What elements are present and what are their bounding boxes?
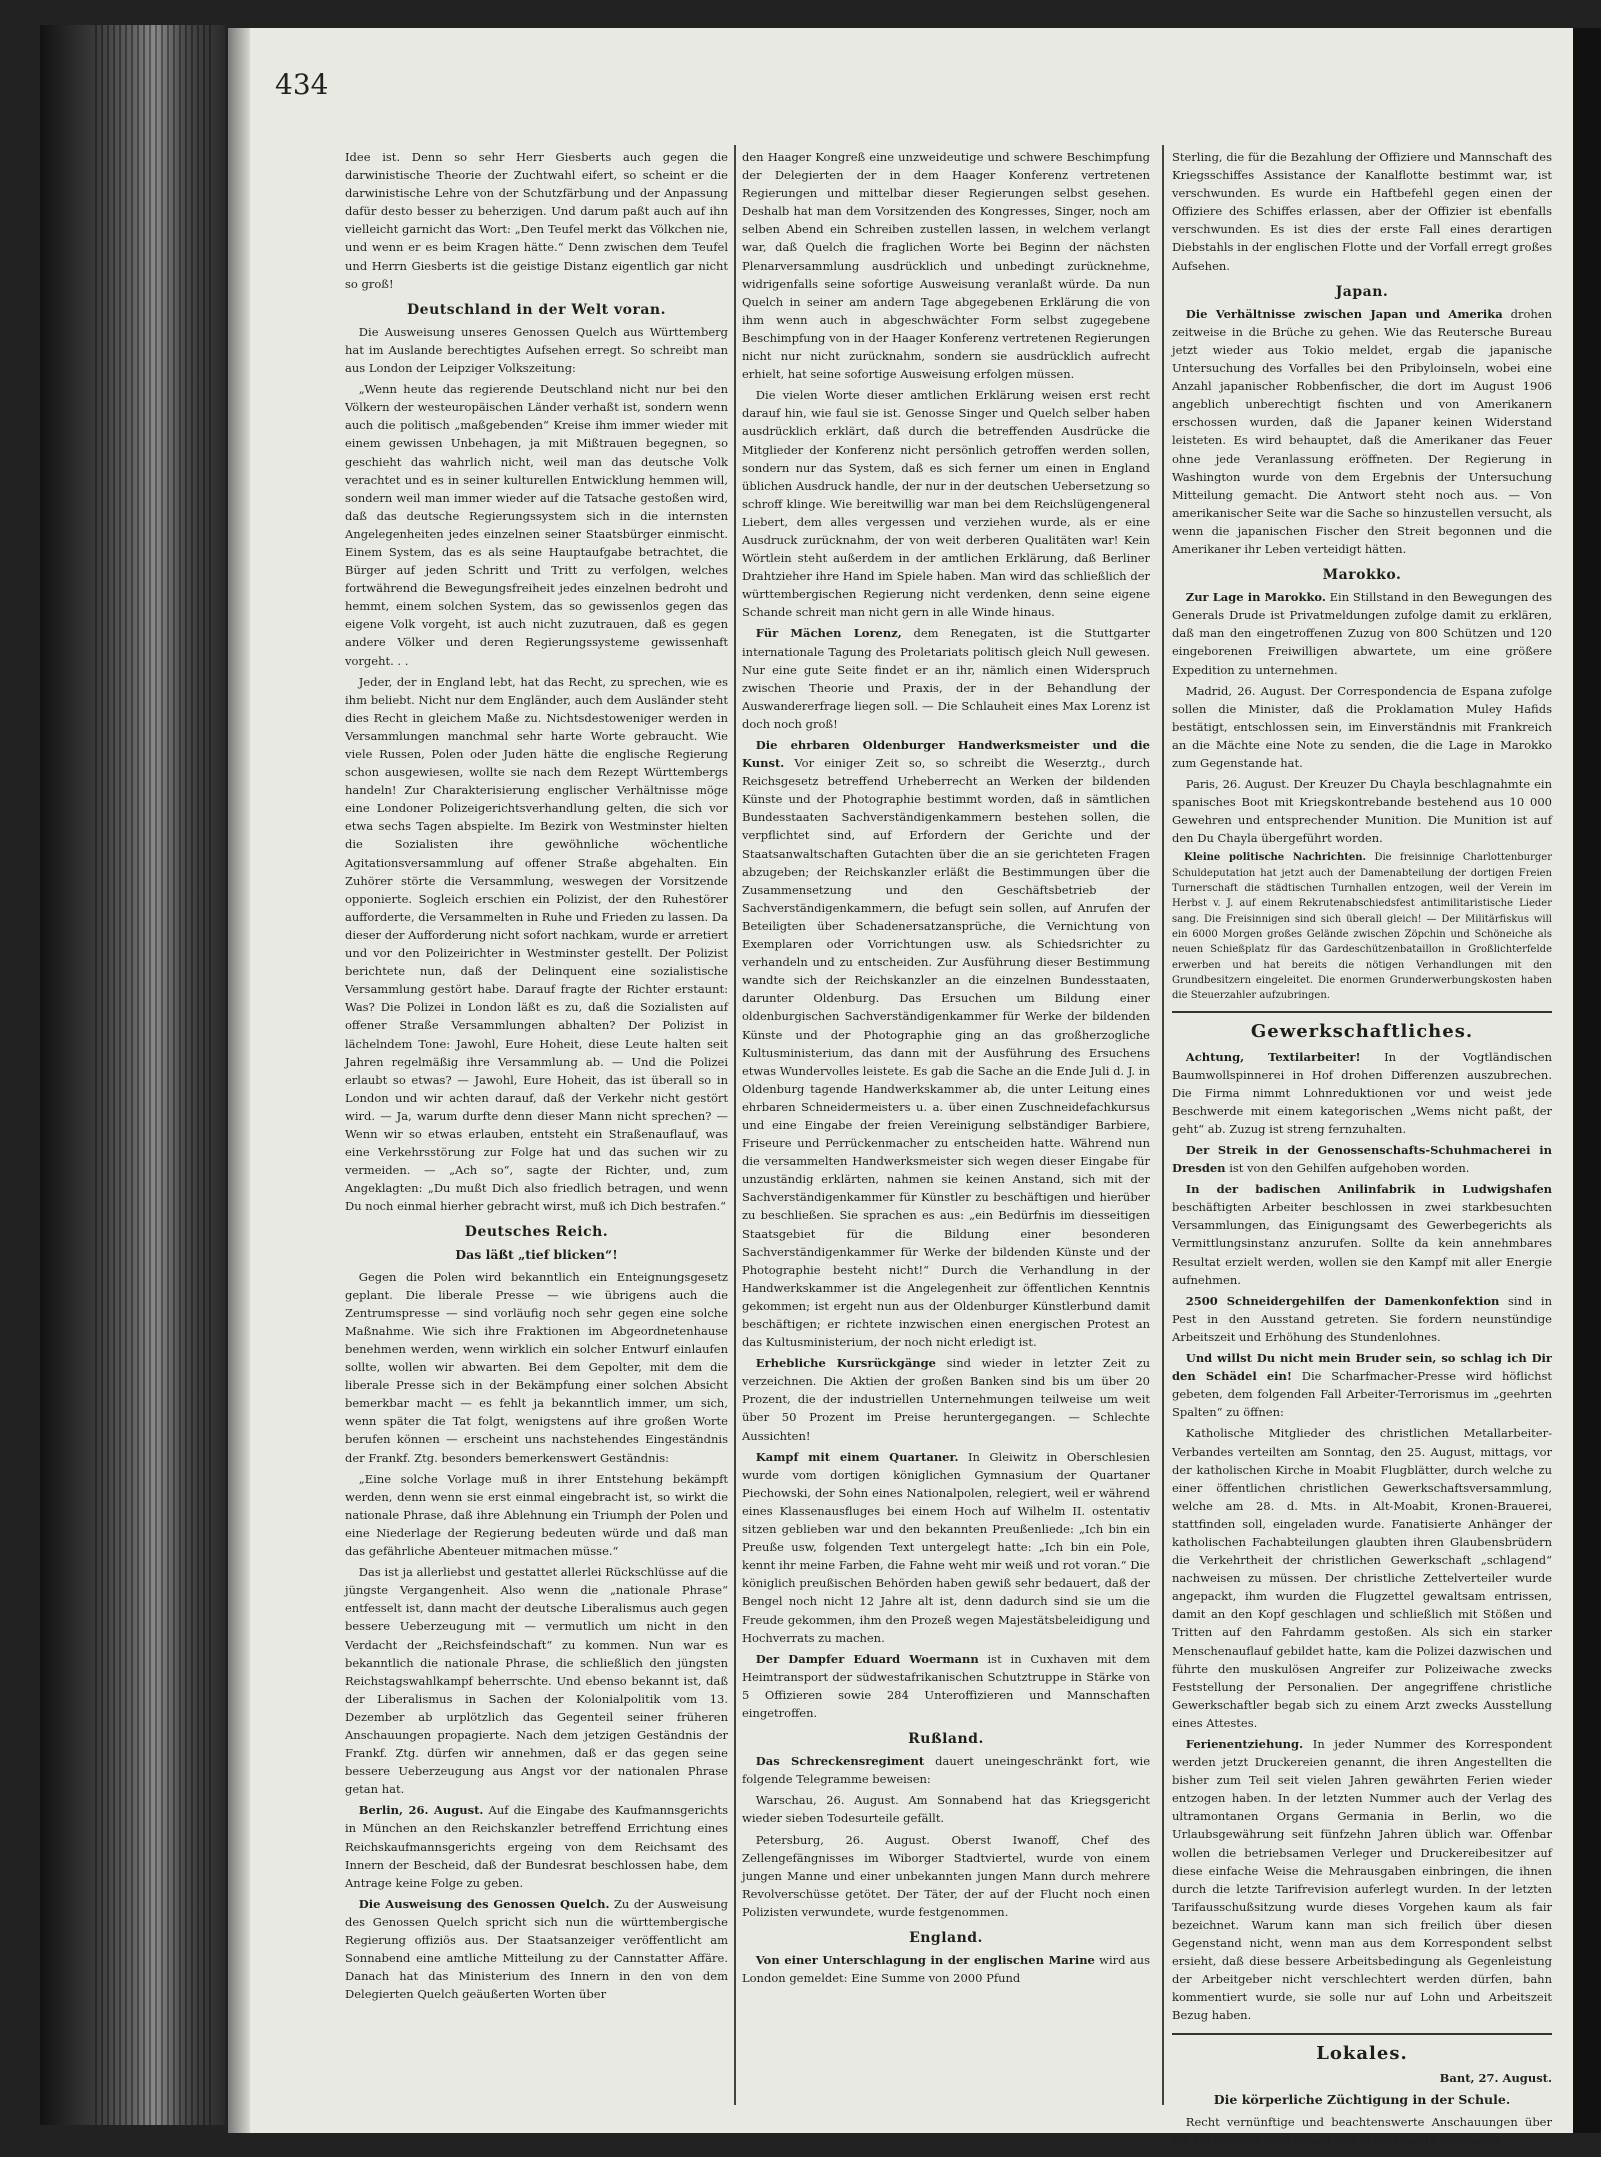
paragraph-text: „Wenn heute das regierende Deutschland nicht nur bei den Völkern der westeuropäischen Länder verhaßt ist, sondern wenn auch die politisch „maßgebenden“ Kreise ihm immer wieder mit einem gewissen Unbehagen, ja mit Mißtrauen begegnen, so geschieht das wahrlich nicht, weil man das deutsche Volk verachtet und es in seiner kulturellen Entwicklung hemmen will, sondern weil man immer wieder auf die Tatsache gestoßen wird, daß das deutsche Regierungssystem sich in die internsten Angelegenheiten jedes einzelnen seiner Staatsbürger einmischt. Einem System, das es als seine Hauptaufgabe betrachtet, die Bürger auf jeden Schritt und Tritt zu verfolgen, welches fortwährend die Bewegungsfreiheit jedes einzelnen bedroht und hemmt, einem solchen System, das so gewissenlos gegen das eigene Volk vorgeht, ist auch nicht zuzutrauen, daß es gegen andere Völker und deren Regierungssysteme gewissenhaft vorgeht. . . (345, 382, 728, 668)
article-paragraph (345, 148, 728, 293)
news-brief (1172, 850, 1552, 1003)
paragraph-text: Recht vernünftige und beachtenswerte Anschauungen über die körperliche Züchtigung von Schulkindern werden in (1172, 2114, 1552, 2147)
article-paragraph (1172, 1735, 1552, 2025)
article-lead: Achtung, Textilarbeiter! (1185, 1049, 1361, 1064)
article-paragraph (742, 1951, 1150, 1987)
article-paragraph (1172, 148, 1552, 275)
section-heading: Japan. (1335, 283, 1389, 300)
article-lead: Zur Lage in Marokko. (1185, 590, 1326, 605)
paragraph-text: Madrid, 26. August. Der Correspondencia de Espana zufolge sollen die Minister, daß die Proklamation Muley Hafids bestätigt, entschlossen sein, im Einverständnis mit Frankreich an die Mächte eine Note zu senden, die die Lage in Marokko zum Gegenstande hat. (1172, 683, 1552, 770)
article-paragraph (1172, 1424, 1552, 1732)
article-lead: Das Schreckensregiment (755, 1754, 925, 1769)
paragraph-text: Das ist ja allerliebst und gestattet allerlei Rückschlüsse auf die jüngste Vergangenheit. Also wenn die „nationale Phrase“ entfesselt ist, dann macht der deutsche Liberalismus auch gegen bessere Ueberzeugung mit — vermutlich um nicht in den Verdacht der „Reichsfeindschaft“ zu kommen. Nun war es bekanntlich die nationale Phrase, die schließlich den jüngsten Reichstagswahlkampf beherrschte. Und ebenso bekannt ist, daß der Liberalismus in Sachen der Kolonialpolitik vom 13. Dezember ab urplötzlich das Gegenteil seiner früheren Anschauungen propagierte. Nach dem jetzigen Geständnis der Frankf. Ztg. dürfen wir annehmen, daß er das gegen seine bessere Ueberzeugung aus Angst vor der nationalen Phrase getan hat. (345, 1565, 728, 1797)
paragraph-text: „Eine solche Vorlage muß in ihrer Entstehung bekämpft werden, denn wenn sie erst einmal eingebracht ist, so wirkt die nationale Phrase, daß ihre Ablehnung ein Triumph der Polen und eine Niederlage der Regierung bedeuten würde und daß man das gefährliche Abenteuer mitmachen müsse.“ (345, 1471, 728, 1559)
paragraph-text: Die Ausweisung unseres Genossen Quelch aus Württemberg hat im Auslande berechtigtes Aufsehen erregt. So schreibt man aus London der Leipziger Volkszeitung: (345, 324, 728, 376)
paragraph-text: Gegen die Polen wird bekanntlich ein Enteignungsgesetz geplant. Die liberale Presse — wie übrigens auch die Zentrumspresse — sind vorläufig noch sehr gegen eine solche Maßnahme. Wie sich ihre Fraktionen im Abgeordnetenhause benehmen werden, wenn wirklich ein solcher Entwurf einlaufen sollte, wollen wir abwarten. Bei dem Gepolter, mit dem die liberale Presse sich in der Bekämpfung einer solchen Absicht bemerkbar macht — es fehlt ja bekanntlich immer, um sich, wenn später die Tat folgt, wenigstens auf ihre großen Worte berufen können — erscheint uns nachstehendes Eingeständnis der Frankf. Ztg. besonders bemerkenswert Geständnis: (345, 1269, 728, 1465)
article-paragraph (1172, 1048, 1552, 1138)
paragraph-text: sind in Pest in den Ausstand getreten. Sie fordern neunstündige Arbeitszeit und Erhöhung des Stundenlohnes. (1172, 1293, 1552, 1344)
section-heading: Marokko. (1322, 567, 1402, 584)
article-paragraph (742, 624, 1150, 733)
article-lead: Die Verhältnisse zwischen Japan und Amerika (1185, 306, 1503, 321)
paragraph-text: Vor einiger Zeit so, so schreibt die Weserztg., durch Reichsgesetz betreffend Urheberrecht an Werken der bildenden Künste und der Photographie bestimmt worden, daß in sämtlichen Bundesstaaten Sachverständigenkammern bestehen sollen, die verpflichtet sind, auf Erfordern der Gerichte und der Staatsanwaltschaften Gutachten über die an sie gerichteten Fragen abzugeben; der Reichskanzler erläßt die Bestimmungen über die Zusammensetzung und den Geschäftsbetrieb der Sachverständigenkammern, die befugt sein sollen, auf Anrufen der Beteiligten über Schadenersatzansprüche, die Vernichtung von Exemplaren oder Vorrichtungen usw. als Schiedsrichter zu verhandeln und zu entscheiden. Zur Ausführung dieser Bestimmung wandte sich der Reichskanzler an die einzelnen Bundesstaaten, darunter Oldenburg. Das Ersuchen um Bildung einer oldenburgischen Sachverständigenkammer für Werke der bildenden Künste und der Photographie ging an das großherzogliche Kultusministerium, das dann mit der Ausführung des Ersuchens etwas Wundervolles leistete. Es gab die Sache an die Ende Juli d. J. in Oldenburg tagende Handwerkskammer ab, die unter Leitung eines ehrbaren Schneidermeisters u. a. über einen Zuschneidefachkursus und eine Eingabe der freien Vereinigung selbständiger Barbiere, Friseure und Perrückenmacher zu entscheiden hatte. Während nun die versammelten Handwerksmeister sich wegen dieser Eingabe für unzuständig erklärten, nahmen sie keinen Anstand, sich mit der Sachverständigenkammer für Künstler zu beschäftigen und hierüber zu beschließen. Sie sprachen es aus: „ein Bedürfnis im diesseitigen Staatsgebiet für die Bildung einer besonderen Sachverständigenkammer für Werke der bildenden Künste und der Photographie besteht nicht!“ Durch die Verhandlung in der Handwerkskammer ist die Angelegenheit zur öffentlichen Kenntnis gekommen; ist ergeht nun aus der Oldenburger Künstlerbund damit beschäftigen; er richtete inzwischen einen energischen Protest an das Kultusministerium, der noch nicht erledigt ist. (742, 756, 1150, 1350)
dateline: Bant, 27. August. (1439, 2070, 1552, 2085)
paragraph-text: beschäftigten Arbeiter beschlossen in zwei starkbesuchten Versammlungen, das Einigungsamt des Gewerbegerichts als Vermittlungsinstanz anzurufen. Sollte da kein annehmbares Resultat erzielt werden, wollen sie den Kampf mit aller Energie aufnehmen. (1172, 1200, 1552, 1287)
paragraph-text: Warschau, 26. August. Am Sonnabend hat das Kriegsgericht wieder sieben Todesurteile gefällt. (742, 1793, 1150, 1826)
article-lead: Ferienentziehung. (1185, 1737, 1304, 1751)
article-lead: 2500 Schneidergehilfen der Damenkonfektion (1185, 1293, 1500, 1308)
article-headline: Die körperliche Züchtigung in der Schule. (1213, 2091, 1511, 2107)
page-stack-edges (95, 25, 215, 2125)
column-3 (1172, 148, 1552, 2147)
article-lead: Berlin, 26. August. (358, 1803, 484, 1818)
paragraph-text: In der Vogtländischen Baumwollspinnerei in Hof drohen Differenzen auszubrechen. Die Firma nimmt Lohnreduktionen vor und weist jede Beschwerde mit einem kategorischen „Wems nicht paßt, der geht“ ab. Zuzug ist streng fernzuhalten. (1172, 1049, 1552, 1136)
paragraph-text: Die freisinnige Charlottenburger Schuldeputation hat jetzt auch der Damenabteilung der dortigen Freien Turnerschaft die städtischen Turnhallen entzogen, weil der Verein im Herbst v. J. auf einem Rekrutenabschiedsfest antimilitaristische Lieder sang. Die Freisinnigen sind sich überall gleich! — Der Militärfiskus will ein 6000 Morgen großes Gelände zwischen Zöpchin und Schöneiche als neuen Schießplatz für das Gardeschützenbataillon in Großlichterfelde erwerben und hat bereits die nötigen Verhandlungen mit den Grundbesitzern eingeleitet. Die enormen Grunderwerbungskosten haben die Steuerzahler aufzubringen. (1172, 852, 1552, 1002)
paragraph-text: drohen zeitweise in die Brüche zu gehen. Wie das Reutersche Bureau jetzt wieder aus Tokio meldet, ergab die japanische Untersuchung des Vorfalles bei den Pribyloinseln, wobei eine Anzahl japanischer Robbenfischer, die dort im August 1906 angeblich unberechtigt fischten und von Amerikanern erschossen wurden, daß die Japaner keinen Widerstand leisteten. Es wird behauptet, daß die Amerikaner das Feuer ohne jede Veranlassung eröffneten. Der Regierung in Washington wurde von dem Ergebnis der Untersuchung Mitteilung gemacht. Die Antwort steht noch aus. — Von amerikanischer Seite war die Sache so hinzustellen versucht, als wenn die japanischen Fischer den Streit begonnen und die Amerikaner ihr Leben verteidigt hätten. (1172, 306, 1552, 556)
article-paragraph (1172, 2113, 1552, 2149)
article-paragraph (345, 1268, 728, 1467)
paragraph-text: Petersburg, 26. August. Oberst Iwanoff, Chef des Zellengefängnisses im Wiborger Stadtviertel, wurde von einem jungen Manne und einer unbekannten jungen Mann durch mehrere Revolverschüsse getötet. Der Täter, der auf der Flucht noch einen Polizisten verwundete, wurde festgenommen. (742, 1832, 1150, 1919)
paragraph-text: den Haager Kongreß eine unzweideutige und schwere Beschimpfung der Delegierten der in dem Haager Konferenz vertretenen Regierungen und mittelbar dieser Regierungen selbst gesehen. Deshalb hat man dem Vorsitzenden des Kongresses, Singer, noch am selben Abend ein Schreiben zustellen lassen, in welchem verlangt war, daß Quelch die fraglichen Worte bei Beginn der nächsten Plenarversammlung ausdrücklich und unbedingt zurücknehme, widrigenfalls seine sofortige Ausweisung veranlaßt würde. Da nun Quelch in seiner am andern Tage abgegebenen Erklärung die von ihm wenn auch in abgeschwächter Form selbst zugegebene Beschimpfung von in der Haager Konferenz vertretenen Regierungen nicht nur nicht zurücknahm, sondern sie ausdrücklich aufrecht erhielt, hat seine sofortige Ausweisung erfolgen müssen. (742, 150, 1150, 382)
paragraph-text: Die Scharfmacher-Presse wird höflichst gebeten, dem folgenden Fall Arbeiter-Terrorismus im „geehrten Spalten“ zu öffnen: (1172, 1369, 1552, 1420)
section-divider (1172, 2033, 1552, 2035)
scan-border (1573, 28, 1601, 2133)
article-lead: Der Dampfer Eduard Woermann (755, 1651, 979, 1666)
article-paragraph (1172, 1292, 1552, 1346)
article-paragraph (1172, 775, 1552, 847)
article-paragraph (742, 736, 1150, 1351)
page-gutter-shadow (228, 28, 250, 2133)
section-heading: Deutsches Reich. (464, 1224, 609, 1241)
article-paragraph (1172, 305, 1552, 558)
article-paragraph (1172, 1349, 1552, 1421)
paragraph-text: Katholische Mitglieder des christlichen Metallarbeiter-Verbandes verteilten am Sonntag, den 25. August, mittags, vor der katholischen Kirche in Moabit Flugblätter, durch welche zu einer öffentlichen christlichen Gewerkschaftsversammlung, welche am 28. d. Mts. in Alt-Moabit, Kronen-Brauerei, stattfinden soll, eingeladen wurde. Fanatisierte Anhänger der katholischen Fachabteilungen glaubten ihren Glaubensbrüdern die Verkehrtheit der christlichen Gewerkschaft „schlagend“ nachweisen zu müssen. Der christliche Zettelverteiler wurde angepackt, ihm wurden die Flugzettel gewaltsam entrissen, damit an den Kopf geschlagen und schließlich mit Stößen und Tritten auf den Fahrdamm gestoßen. Als sich ein starker Menschenauflauf gebildet hatte, kam die Polizei dazwischen und führte den muskulösen Angreifer zur Polizeiwache zwecks Feststellung der Personalien. Der angegriffene christliche Gewerkschaftler begab sich zu einem Arzt zwecks Ausstellung eines Attestes. (1172, 1426, 1552, 1730)
article-paragraph (1172, 1180, 1552, 1289)
section-heading: Deutschland in der Welt voran. (407, 301, 666, 318)
article-lead: Und willst Du nicht mein Bruder sein, so schlag ich Dir den Schädel ein! (1172, 1351, 1552, 1384)
article-paragraph (742, 1650, 1150, 1722)
section-heading: England. (909, 1930, 983, 1946)
paragraph-text: sind wieder in letzter Zeit zu verzeichnen. Die Aktien der großen Banken sind bis um über 20 Prozent, die der industriellen Unternehmungen teilweise um weit über 50 Prozent im Preise heruntergegangen. — Schlechte Aussichten! (742, 1356, 1150, 1443)
article-lead: Von einer Unterschlagung in der englischen Marine (755, 1953, 1095, 1968)
article-paragraph (742, 386, 1150, 621)
paragraph-text: Jeder, der in England lebt, hat das Recht, zu sprechen, wie es ihm beliebt. Nicht nur dem Engländer, auch dem Ausländer steht dies Recht in gleichem Maße zu. Nichtsdestoweniger werden in Versammlungen manchmal sehr harte Worte gebraucht. Wie viele Russen, Polen oder Juden hätte die englische Regierung schon ausgewiesen, wollte sie nach dem Rezept Württembergs handeln! Zur Charakterisierung englischer Verhältnisse möge eine Londoner Polizeigerichtsverhandlung gelten, die sich vor etwa sechs Tagen abspielte. Im Bezirk von Westminster hielten die Sozialisten ihre gewöhnliche wöchentliche Agitationsversammlung auf offener Straße abgehalten. Ein Zuhörer störte die Versammlung, weswegen der Vorsitzende opponierte. Sogleich erschien ein Polizist, der den Ruhestörer aufforderte, die Versammelten in Ruhe und Frieden zu lassen. Da dieser der Aufforderung nicht sofort nachkam, wurde er arretiert und vor den Polizeirichter in Westminster gestellt. Der Polizist berichtete nun, daß der Delinquent eine sozialistische Versammlung gestört habe. Darauf fragte der Richter erstaunt: Was? Die Polizei in London läßt es zu, daß die Sozialisten auf offener Straße Versammlungen abhalten? Der Polizist in lächelndem Tone: Jawohl, Eure Hoheit, diese Leute halten seit Jahren regelmäßig ihre Versammlung ab. — Und die Polizei erlaubt so etwas? — Jawohl, Eure Hoheit, das ist überall so in London und wir achten darauf, daß der Verkehr nicht gestört wird. — Ja, warum durfte denn dieser Mann nicht sprechen? — Wenn wir so etwas erlauben, entsteht ein Straßenauflauf, was eine Verkehrsstörung zur Folge hat und das suchen wir zu vermeiden. — „Ach so“, sagte der Richter, und, zum Angeklagten: „Du mußt Dich also friedlich betragen, und wenn Du noch einmal hierher gebracht wirst, muß ich Dich bestrafen.“ (345, 674, 728, 1214)
column-2 (742, 148, 1150, 2108)
paragraph-text: dauert uneingeschränkt fort, wie folgende Telegramme beweisen: (742, 1754, 1151, 1787)
article-lead: Für Mächen Lorenz, (755, 626, 902, 641)
paragraph-text: ist in Cuxhaven mit dem Heimtransport der südwestafrikanischen Schutztruppe in Stärke von 5 Offizieren sowie 284 Unteroffizieren und Mannschaften eingetroffen. (742, 1651, 1150, 1720)
article-paragraph (1172, 588, 1552, 678)
article-lead: Die ehrbaren Oldenburger Handwerksmeister und die Kunst. (742, 738, 1150, 771)
article-paragraph (742, 1791, 1150, 1827)
section-heading: Rußland. (908, 1731, 984, 1748)
article-paragraph (1172, 1141, 1552, 1177)
column-1 (345, 148, 728, 2108)
article-lead: Die Ausweisung des Genossen Quelch. (358, 1896, 610, 1911)
article-paragraph (742, 1448, 1150, 1647)
paragraph-text: Auf die Eingabe des Kaufmannsgerichts in München an den Reichskanzler betreffend Errichtung eines Reichskaufmannsgerichts ergeing von dem Reichsamt des Innern der Bescheid, daß der Bundesrat beschlossen habe, dem Antrage keine Folge zu geben. (345, 1803, 728, 1890)
article-paragraph (1172, 682, 1552, 772)
article-paragraph (742, 1752, 1150, 1788)
article-paragraph (345, 380, 728, 670)
section-heading: Lokales. (1316, 2042, 1408, 2064)
article-paragraph (345, 1895, 728, 2004)
article-lead: In der badischen Anilinfabrik in Ludwigshafen (1185, 1182, 1552, 1197)
column-rule (734, 145, 736, 2105)
article-paragraph (345, 1563, 728, 1798)
article-lead: Erhebliche Kursrückgänge (755, 1356, 936, 1371)
section-divider (1172, 1011, 1552, 1013)
paragraph-text: In jeder Nummer des Korrespondent werden jetzt Druckereien genannt, die ihren Angestellten die bisher zum Teil seit vielen Jahren gewährten Ferien wieder entzogen haben. In der letzten Nummer auch der Verlag des ultramontanen Organs Germania in Berlin, wo die Urlaubsgewährung seit fünfzehn Jahren üblich war. Offenbar wollen die betriebsamen Verleger und Druckereibesitzer auf diese einfache Weise die Mehrausgaben einbringen, die ihnen durch die letzte Tarifrevision auferlegt wurden. In der letzten Tarifausschußsitzung wurde dieses Vorgehen kaum als fair bezeichnet. Warum kann man sich freilich über diesen Gegenstand nicht, wenn man aus dem Korrespondent selbst ersieht, daß diese bessere Arbeitsbedingung als Gegenleistung der Arbeitgeber nicht verschlechtert werden dürfen, bahn kommentiert wurde, sie solle nur auf Lohn und Arbeitszeit Bezug haben. (1172, 1737, 1552, 2023)
article-paragraph (742, 1354, 1150, 1444)
paragraph-text: Idee ist. Denn so sehr Herr Giesberts auch gegen die darwinistische Theorie der Zuchtwahl eifert, so scheint er die darwinistische Lehre von der Schutzfärbung und der Anpassung dafür desto besser zu beherzigen. Und darum paßt auch auf ihn vielleicht garnicht das Wort: „Den Teufel merkt das Völkchen nie, und wenn er es beim Kragen hätte.“ Denn zwischen dem Teufel und Herrn Giesberts ist die geistige Distanz eigentlich gar nicht so groß! (345, 150, 728, 291)
article-lead: Kampf mit einem Quartaner. (755, 1449, 959, 1464)
paragraph-text: Zu der Ausweisung des Genossen Quelch spricht sich nun die württembergische Regierung offiziös aus. Der Staatsanzeiger veröffentlicht am Sonnabend eine amtliche Mitteilung zu der Cannstatter Affäre. Danach hat das Ministerium des Innern in den von dem Delegierten Quelch geäußerten Worten über (345, 1896, 729, 2002)
article-headline: Das läßt „tief blicken“! (455, 1246, 618, 1262)
article-paragraph (742, 148, 1150, 383)
article-paragraph (345, 673, 728, 1216)
paragraph-text: Sterling, die für die Bezahlung der Offiziere und Mannschaft des Kriegsschiffes Assistance der Kanalflotte bestimmt war, ist verschwunden. Es wurde ein Haftbefehl gegen einen der Offiziere des Schiffes erlassen, aber der Offizier ist ebenfalls verschwunden. Es ist dies der erste Fall eines derartigen Diebstahls in der englischen Flotte und der Vorfall erregt großes Aufsehen. (1172, 150, 1552, 273)
paragraph-text: Die vielen Worte dieser amtlichen Erklärung weisen erst recht darauf hin, wie faul sie ist. Genosse Singer und Quelch selber haben ausdrücklich erklärt, daß durch die betreffenden Ausdrücke die Mitglieder der Konferenz nicht persönlich getroffen werden sollen, sondern nur das System, daß es sich ferner um einen in England üblichen Ausdruck handle, der nur in der deutschen Uebersetzung so schroff klinge. Wie bereitwillig war man bei dem Reichslügengeneral Liebert, dem alles vergessen und verziehen wurde, als er eine Ausdruck zurücknahm, der von weit derberen Qualitäten war! Kein Wörtlein steht außerdem in der amtlichen Erklärung, daß Berliner Drahtzieher ihre Hand im Spiele haben. Man wird das schließlich der württembergischen Regierung nicht verdenken, denn seine eigene Schande schreit man nicht gern in alle Winde hinaus. (742, 388, 1150, 620)
article-paragraph (345, 323, 728, 377)
paragraph-text: wird aus London gemeldet: Eine Summe von 2000 Pfund (742, 1953, 1150, 1986)
column-rule (1162, 145, 1164, 2105)
section-heading: Gewerkschaftliches. (1250, 1021, 1474, 1043)
paragraph-text: ist von den Gehilfen aufgehoben worden. (1225, 1161, 1470, 1176)
article-paragraph (345, 1470, 728, 1560)
paragraph-text: dem Renegaten, ist die Stuttgarter internationale Tagung des Proletariats politisch gleich Null gewesen. Nur eine gute Seite findet er an ihr, nämlich einen Widerspruch zwischen Theorie und Praxis, der in der Behandlung der Auswandererfrage liegen soll. — Die Schlauheit eines Max Lorenz ist doch noch groß! (742, 626, 1150, 731)
article-lead: Kleine politische Nachrichten. (1184, 852, 1366, 864)
article-paragraph (345, 1801, 728, 1891)
paragraph-text: Ein Stillstand in den Bewegungen des Generals Drude ist Privatmeldungen zufolge damit zu erklären, daß man den eingetroffenen Zuzug von 800 Schützen und 120 eingeborenen Freiwilligen abwartete, um eine größere Expedition zu unternehmen. (1172, 590, 1552, 677)
paragraph-text: In Gleiwitz in Oberschlesien wurde vom dortigen königlichen Gymnasium der Quartaner Piechowski, der Sohn eines Nationalpolen, relegiert, weil er während eines Klassenausfluges bei einem Hoch auf Wilhelm II. ostentativ sitzen geblieben war und den bekannten Preußenliede: „Ich bin ein Preuße usw, folgenden Text untergelegt hatte: „Ich bin ein Pole, kennt ihr meine Farben, die Fahne weht mir weiß und rot voran.“ Die königlich preußischen Behörden haben gewiß sehr bedauert, daß der Bengel noch nicht 12 Jahre alt ist, denn dadurch sind sie um die Freude gekommen, ihm den Prozeß wegen Majestätsbeleidigung und Hochverrats zu machen. (742, 1449, 1150, 1645)
article-paragraph (742, 1831, 1150, 1921)
paragraph-text: Paris, 26. August. Der Kreuzer Du Chayla beschlagnahmte ein spanisches Boot mit Kriegskontrebande bestehend aus 10 000 Gewehren und entsprechender Munition. Die Munition ist auf den Du Chayla übergeführt worden. (1172, 777, 1552, 846)
page-number: 434 (275, 68, 329, 101)
article-lead: Der Streik in der Genossenschafts-Schuhmacherei in Dresden (1172, 1143, 1552, 1176)
